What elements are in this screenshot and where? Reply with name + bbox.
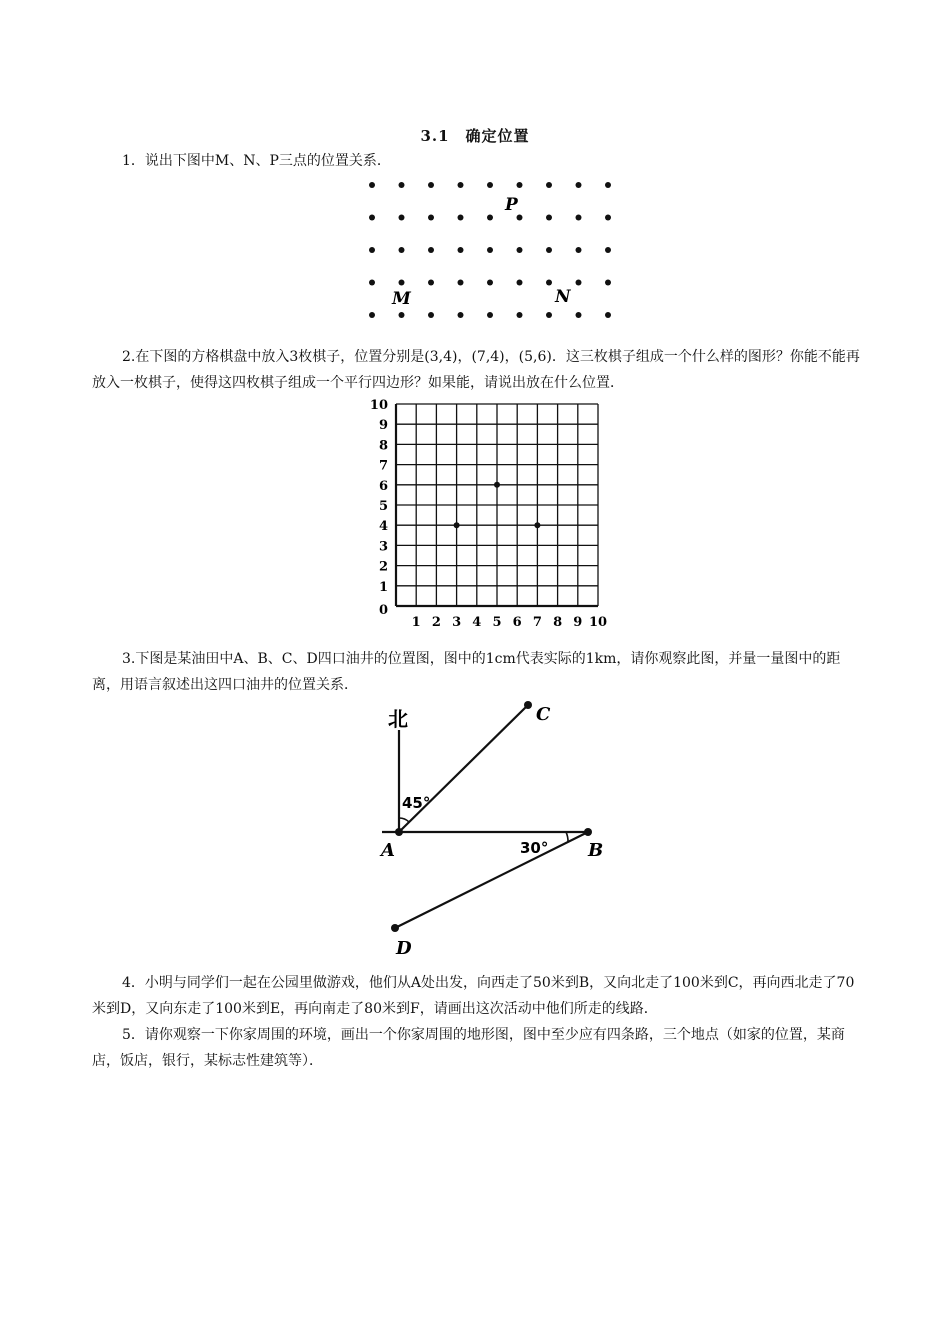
lattice-dot [487,280,493,286]
lattice-dot [605,215,611,221]
y-tick-label: 10 [369,398,388,413]
lattice-dot [517,182,523,188]
lattice-dot [458,247,464,253]
x-tick-label: 5 [492,615,502,630]
lattice-dot [517,312,523,318]
chess-piece [454,522,460,528]
line-bd [395,832,588,928]
y-tick-label: 6 [378,478,388,494]
lattice-dot [458,215,464,221]
line-ac [399,705,528,832]
well-b-point [584,828,592,836]
well-b-label: B [588,840,604,861]
y-tick-label: 0 [378,603,388,618]
lattice-dot [369,247,375,253]
lattice-dot [458,280,464,286]
well-a-label: A [381,840,395,861]
y-tick-label: 4 [378,519,388,535]
y-tick-label: 1 [378,579,388,595]
question-5: 5．请你观察一下你家周围的环境，画出一个你家周围的地形图，图中至少应有四条路，三个地点（如家的位置，某商店，饭店，银行，某标志性建筑等）． [92,1027,845,1069]
y-tick-label: 5 [378,499,388,514]
lattice-dot [576,182,582,188]
lattice-dot [546,280,552,286]
oil-well-diagram [370,700,630,962]
question-3: 3.下图是某油田中A、B、C、D四口油井的位置图，图中的1cm代表实际的1km，请你观察此图，并量一量图中的距离，用语言叙述出这四口油井的位置关系． [92,651,841,693]
x-tick-label: 4 [472,615,482,630]
lattice-dot [576,247,582,253]
lattice-dot [605,312,611,318]
lattice-dot [605,280,611,286]
lattice-dot [399,247,405,253]
lattice-dot [546,247,552,253]
lattice-dot [369,182,375,188]
well-d-label: D [396,938,412,959]
lattice-dot [428,247,434,253]
question-4: 4．小明与同学们一起在公园里做游戏，他们从A处出发，向西走了50米到B，又向北走了100米到C，再向西北走了70米到D，又向东走了100米到E，再向南走了80米到F，请画出这次活动中他们所走的线路． [92,975,855,1017]
lattice-dot [487,247,493,253]
lattice-dot [517,280,523,286]
chess-piece [534,522,540,528]
lattice-dot [605,182,611,188]
lattice-dot [399,280,405,286]
dot-lattice-figure [360,176,630,326]
point-p-label: P [505,195,518,215]
angle-30-arc [566,832,568,842]
lattice-dot [369,215,375,221]
coordinate-grid-figure [360,396,620,628]
lattice-dot [546,312,552,318]
well-c-point [524,701,532,709]
lattice-dot [428,312,434,318]
lattice-dot [487,312,493,318]
lattice-dot [458,182,464,188]
x-tick-label: 3 [452,615,462,630]
lattice-dot [517,247,523,253]
lattice-dot [399,182,405,188]
x-tick-label: 10 [588,615,608,630]
lattice-dot [428,182,434,188]
lattice-dot [369,312,375,318]
lattice-dot [399,215,405,221]
lattice-dot [546,215,552,221]
x-tick-label: 1 [411,615,421,630]
y-tick-label: 2 [378,559,388,575]
lattice-dot [517,215,523,221]
x-tick-label: 6 [512,615,522,630]
lattice-dot [576,215,582,221]
point-n-label: N [555,287,571,307]
angle-45-label: 45° [402,794,431,812]
lattice-dot [576,280,582,286]
x-tick-label: 8 [553,615,563,630]
lattice-dot [399,312,405,318]
angle-30-label: 30° [520,839,549,857]
y-tick-label: 3 [378,539,388,555]
x-tick-label: 9 [573,615,583,630]
well-d-point [391,924,399,932]
lattice-dot [487,215,493,221]
lattice-dot [487,182,493,188]
lattice-dot [428,215,434,221]
lattice-dot [546,182,552,188]
lattice-dot [458,312,464,318]
y-tick-label: 8 [378,438,388,454]
well-c-label: C [536,704,551,725]
point-m-label: M [392,289,411,309]
well-a-point [395,828,403,836]
question-2: 2.在下图的方格棋盘中放入3枚棋子，位置分别是(3,4)，(7,4)，(5,6)．这三枚棋子组成一个什么样的图形？你能不能再放入一枚棋子，使得这四枚棋子组成一个平行四边形？如果能，请说出放在什么位置． [92,349,860,391]
chess-piece [494,482,500,488]
lattice-dot [369,280,375,286]
y-tick-label: 9 [378,418,388,434]
page-title: 3.1 确定位置 [420,127,530,145]
lattice-dot [576,312,582,318]
angle-45-arc [399,818,409,822]
x-tick-label: 7 [532,615,542,630]
question-1: 1．说出下图中M、N、P三点的位置关系． [122,153,391,169]
lattice-dot [428,280,434,286]
x-tick-label: 2 [431,615,441,630]
y-tick-label: 7 [378,458,388,474]
north-label: 北 [388,707,408,731]
lattice-dot [605,247,611,253]
